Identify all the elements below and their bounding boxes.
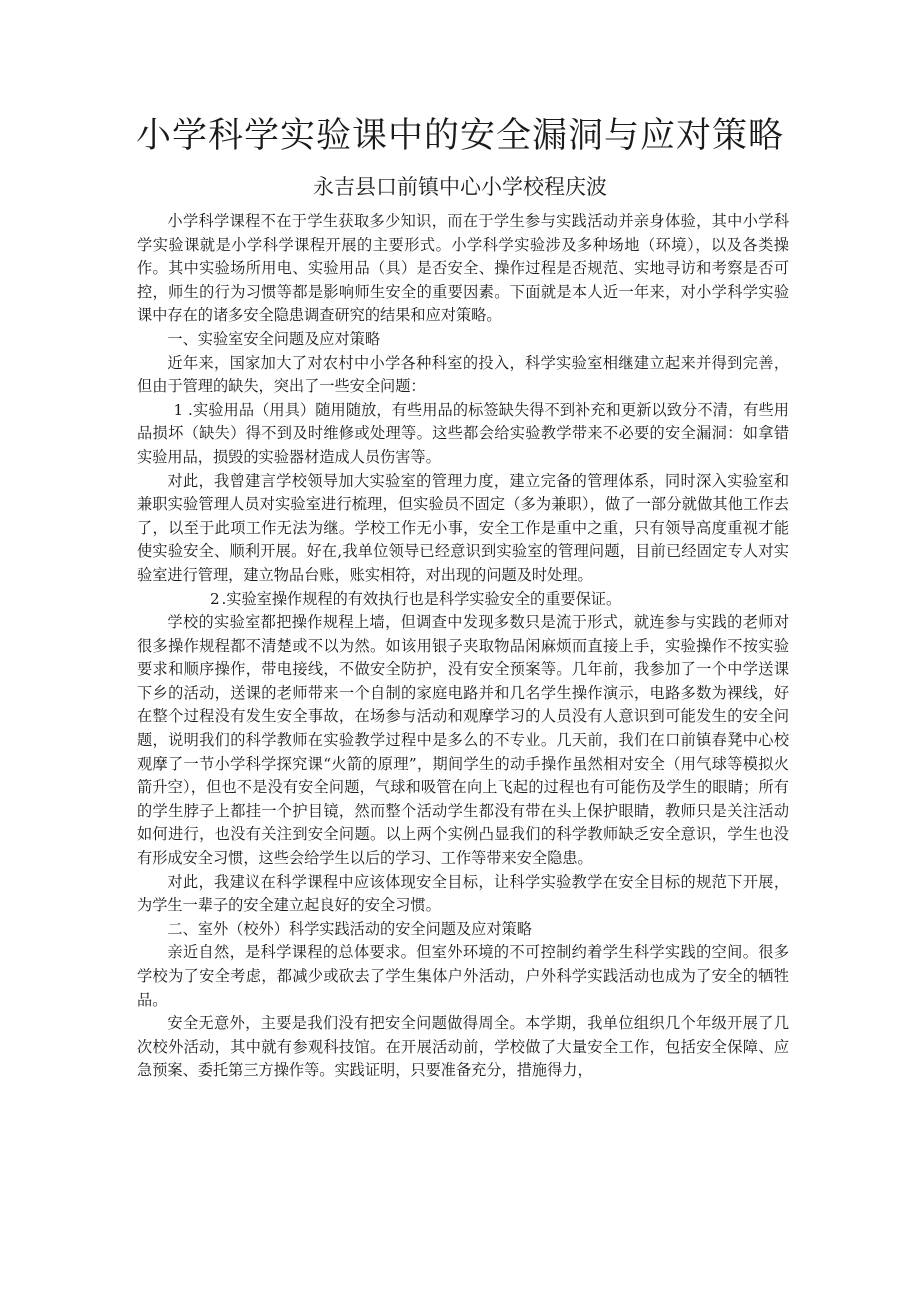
body-paragraph: 安全无意外，主要是我们没有把安全问题做得周全。本学期，我单位组织几个年级开展了几次校外活动，其中就有参观科技馆。在开展活动前，学校做了大量安全工作，包括安全保障、应急预案、委托第三方操作等。实践证明，只要准备充分，措施得力，	[137, 1014, 789, 1080]
numbered-item-1: 1 .实验用品（用具）随用随放，有些用品的标签缺失得不到补充和更新以致分不清，有些用品损坏（缺失）得不到及时维修或处理等。这些都会给实验教学带来不必要的安全漏洞：如拿错实验用品，损毁的实验器材造成人员伤害等。	[137, 400, 789, 466]
body-paragraph: 近年来，国家加大了对农村中小学各种科室的投入，科学实验室相继建立起来并得到完善，但由于管理的缺失，突出了一些安全问题：	[137, 353, 789, 396]
body-paragraph: 亲近自然，是科学课程的总体要求。但室外环境的不可控制约着学生科学实践的空间。很多学校为了安全考虑，都减少或砍去了学生集体户外活动，户外科学实践活动也成为了安全的牺牲品。	[137, 943, 789, 1009]
body-paragraph: 对此，我曾建言学校领导加大实验室的管理力度，建立完备的管理体系，同时深入实验室和兼职实验管理人员对实验室进行梳理，但实验员不固定（多为兼职），做了一部分就做其他工作去了，以至于此项工作无法为继。学校工作无小事，安全工作是重中之重，只有领导高度重视才能使实验安全、顺利开展。好在,我单位领导已经意识到实验室的管理问题，目前已经固定专人对实验室进行管理，建立物品台账，账实相符，对出现的问题及时处理。	[137, 471, 789, 584]
body-paragraph: 对此，我建议在科学课程中应该体现安全目标，让科学实验教学在安全目标的规范下开展，为学生一辈子的安全建立起良好的安全习惯。	[137, 872, 789, 915]
item-number: 2	[209, 589, 220, 608]
section-heading-2: 二、室外（校外）科学实践活动的安全问题及应对策略	[167, 919, 532, 938]
document-body	[137, 210, 789, 1083]
numbered-item-2	[137, 588, 789, 612]
author-line: 永吉县口前镇中心小学校程庆波	[313, 175, 607, 199]
document-title: 小学科学实验课中的安全漏洞与应对策略	[135, 116, 784, 156]
item-text: .实验室操作规程的有效执行也是科学实验安全的重要保证。	[221, 589, 622, 608]
intro-paragraph: 小学科学课程不在于学生获取多少知识，而在于学生参与实践活动并亲身体验，其中小学科学实验课就是小学科学课程开展的主要形式。小学科学实验涉及多种场地（环境），以及各类操作。其中实验场所用电、实验用品（具）是否安全、操作过程是否规范、实地寻访和考察是否可控，师生的行为习惯等都是影响师生安全的重要因素。下面就是本人近一年来，对小学科学实验课中存在的诸多安全隐患调查研究的结果和应对策略。	[137, 212, 789, 325]
body-paragraph: 学校的实验室都把操作规程上墙，但调查中发现多数只是流于形式，就连参与实践的老师对很多操作规程都不清楚或不以为然。如该用银子夹取物品闲麻烦而直接上手，实验操作不按实验要求和顺序操作，带电接线，不做安全防护，没有安全预案等。几年前，我参加了一个中学送课下乡的活动，送课的老师带来一个自制的家庭电路并和几名学生操作演示，电路多数为裸线，好在整个过程没有发生安全事故，在场参与活动和观摩学习的人员没有人意识到可能发生的安全问题，说明我们的科学教师在实验教学过程中是多么的不专业。几天前，我们在口前镇春凳中心校观摩了一节小学科学探究课“火箭的原理”，期间学生的动手操作虽然相对安全（用气球等模拟火箭升空），但也不是没有安全问题，气球和吸管在向上飞起的过程也有可能伤及学生的眼睛；所有的学生脖子上都挂一个护目镜，然而整个活动学生都没有带在头上保护眼睛，教师只是关注活动如何进行，也没有关注到安全问题。以上两个实例凸显我们的科学教师缺乏安全意识，学生也没有形成安全习惯，这些会给学生以后的学习、工作等带来安全隐患。	[137, 613, 789, 868]
section-heading-1: 一、实验室安全问题及应对策略	[167, 329, 381, 348]
